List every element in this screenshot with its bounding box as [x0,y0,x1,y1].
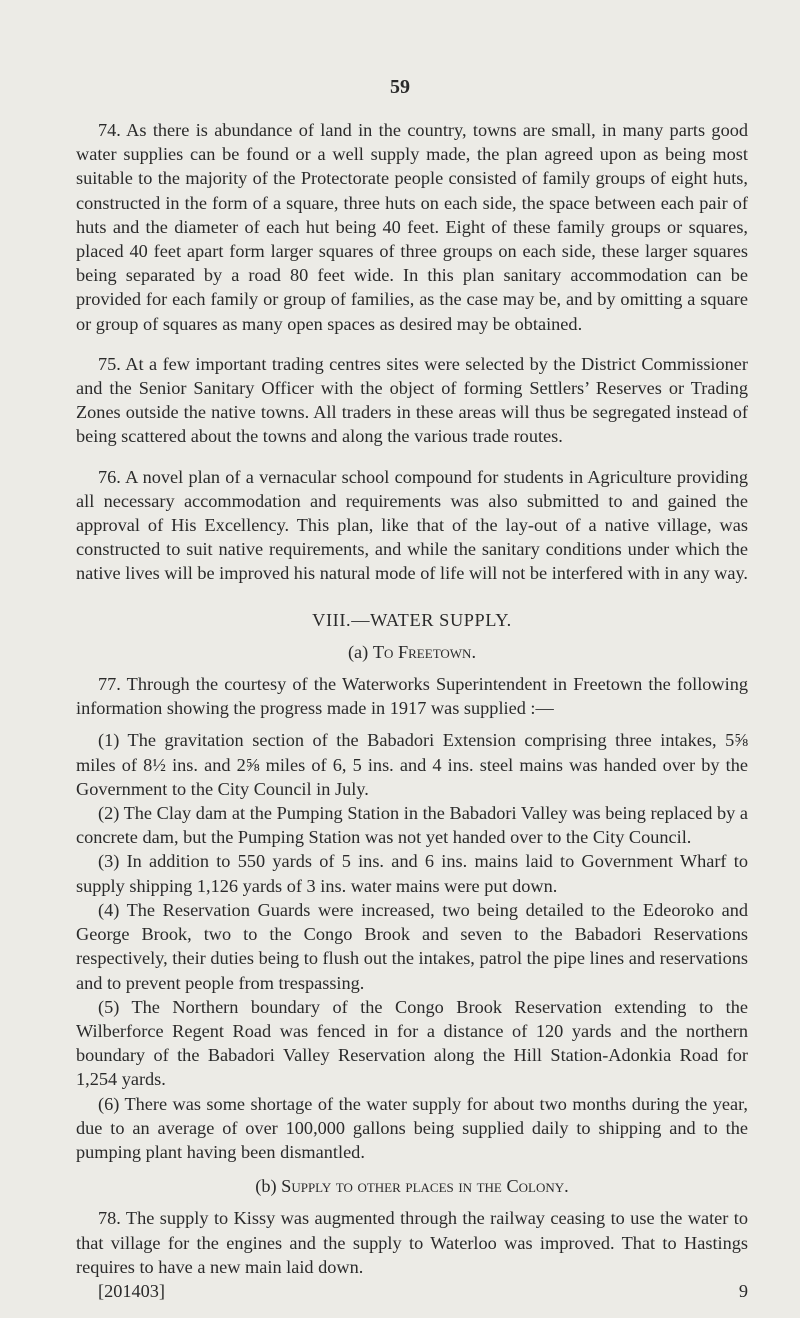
paragraph-78: 78. The supply to Kissy was augmented through the railway ceasing to use the water to that village for the engines and the supply to Waterloo was improved. That to Hastings requires to have a new main laid down. [76,1208,748,1277]
paragraph-74: 74. As there is abundance of land in the country, towns are small, in many parts good water supplies can be found or a well supply made, the plan agreed upon as being most suitable to the majority of the Protectorate people consisted of family groups of eight huts, constructed in the form of a square, three huts on each side, the space between each pair of huts and the diameter of each hut being 40 feet. Eight of these family groups or squares, placed 40 feet apart form larger squares of three groups on each side, these larger squares being separated by a road 80 feet wide. In this plan sanitary accommodation can be provided for each family or group of families, as the case may be, and by omitting a square or group of squares as many open spaces as desired may be obtained. [76,120,748,334]
subsection-a-heading [76,640,748,664]
list-item-1: (1) The gravitation section of the Babadori Extension comprising three intakes, 5⅝ miles of 8½ ins. and 2⅝ miles of 6, 5 ins. and 4 ins. steel mains was handed over by the Government to the City Council in July. [76,730,748,799]
paragraph-77: 77. Through the courtesy of the Waterworks Superintendent in Freetown the following information showing the progress made in 1917 was supplied :— [76,674,748,719]
subsection-b-heading [76,1174,748,1198]
list-item-4: (4) The Reservation Guards were increased, two being detailed to the Edeoroko and George Brook, two to the Congo Brook and seven to the Babadori Reservations respectively, their duties being to flush out the intakes, patrol the pipe lines and reservations and to prevent people from trespassing. [76,899,748,993]
list-item-2: (2) The Clay dam at the Pumping Station in the Babadori Valley was being replaced by a concrete dam, but the Pumping Station was not yet handed over to the City Council. [76,803,748,848]
subsection-a-marker: (a) [347,641,369,662]
signature-mark: 9 [738,1280,748,1301]
subsection-a-title: To Freetown. [372,641,477,662]
subsection-b-title: Supply to other places in the Colony. [281,1176,569,1197]
page-footer [76,1279,748,1303]
list-item-6: (6) There was some shortage of the water supply for about two months during the year, due to an average of over 100,000 gallons being supplied daily to shipping and to the pumping plant having been dismantled. [76,1093,748,1162]
list-item-5: (5) The Northern boundary of the Congo Brook Reservation extending to the Wilberforce Regent Road was fenced in for a distance of 120 yards and the northern boundary of the Babadori Valley Reservation along the Hill Station-Adonkia Road for 1,254 yards. [76,996,748,1090]
section-heading: VIII.—WATER SUPPLY. [312,609,512,630]
list-item-3: (3) In addition to 550 yards of 5 ins. and 6 ins. mains laid to Government Wharf to supply shipping 1,126 yards of 3 ins. water mains were put down. [76,851,748,896]
page-number: 59 [390,76,410,98]
paragraph-75: 75. At a few important trading centres sites were selected by the District Commissioner and the Senior Sanitary Officer with the object of forming Settlers’ Reserves or Trading Zones outside the native towns. All traders in these areas will thus be segregated instead of being scattered about the towns and along the various trade routes. [76,353,748,447]
subsection-b-marker: (b) [255,1176,277,1197]
print-code: [201403] [98,1280,166,1301]
body-text [76,118,748,1303]
paragraph-76: 76. A novel plan of a vernacular school compound for students in Agriculture providing all necessary accommodation and requirements was also submitted to and gained the approval of His Excellency. This plan, like that of the lay-out of a native village, was constructed to suit native requirements, and while the sanitary conditions under which the native lives will be improved his natural mode of life will not be interfered with in any way. [76,466,748,584]
